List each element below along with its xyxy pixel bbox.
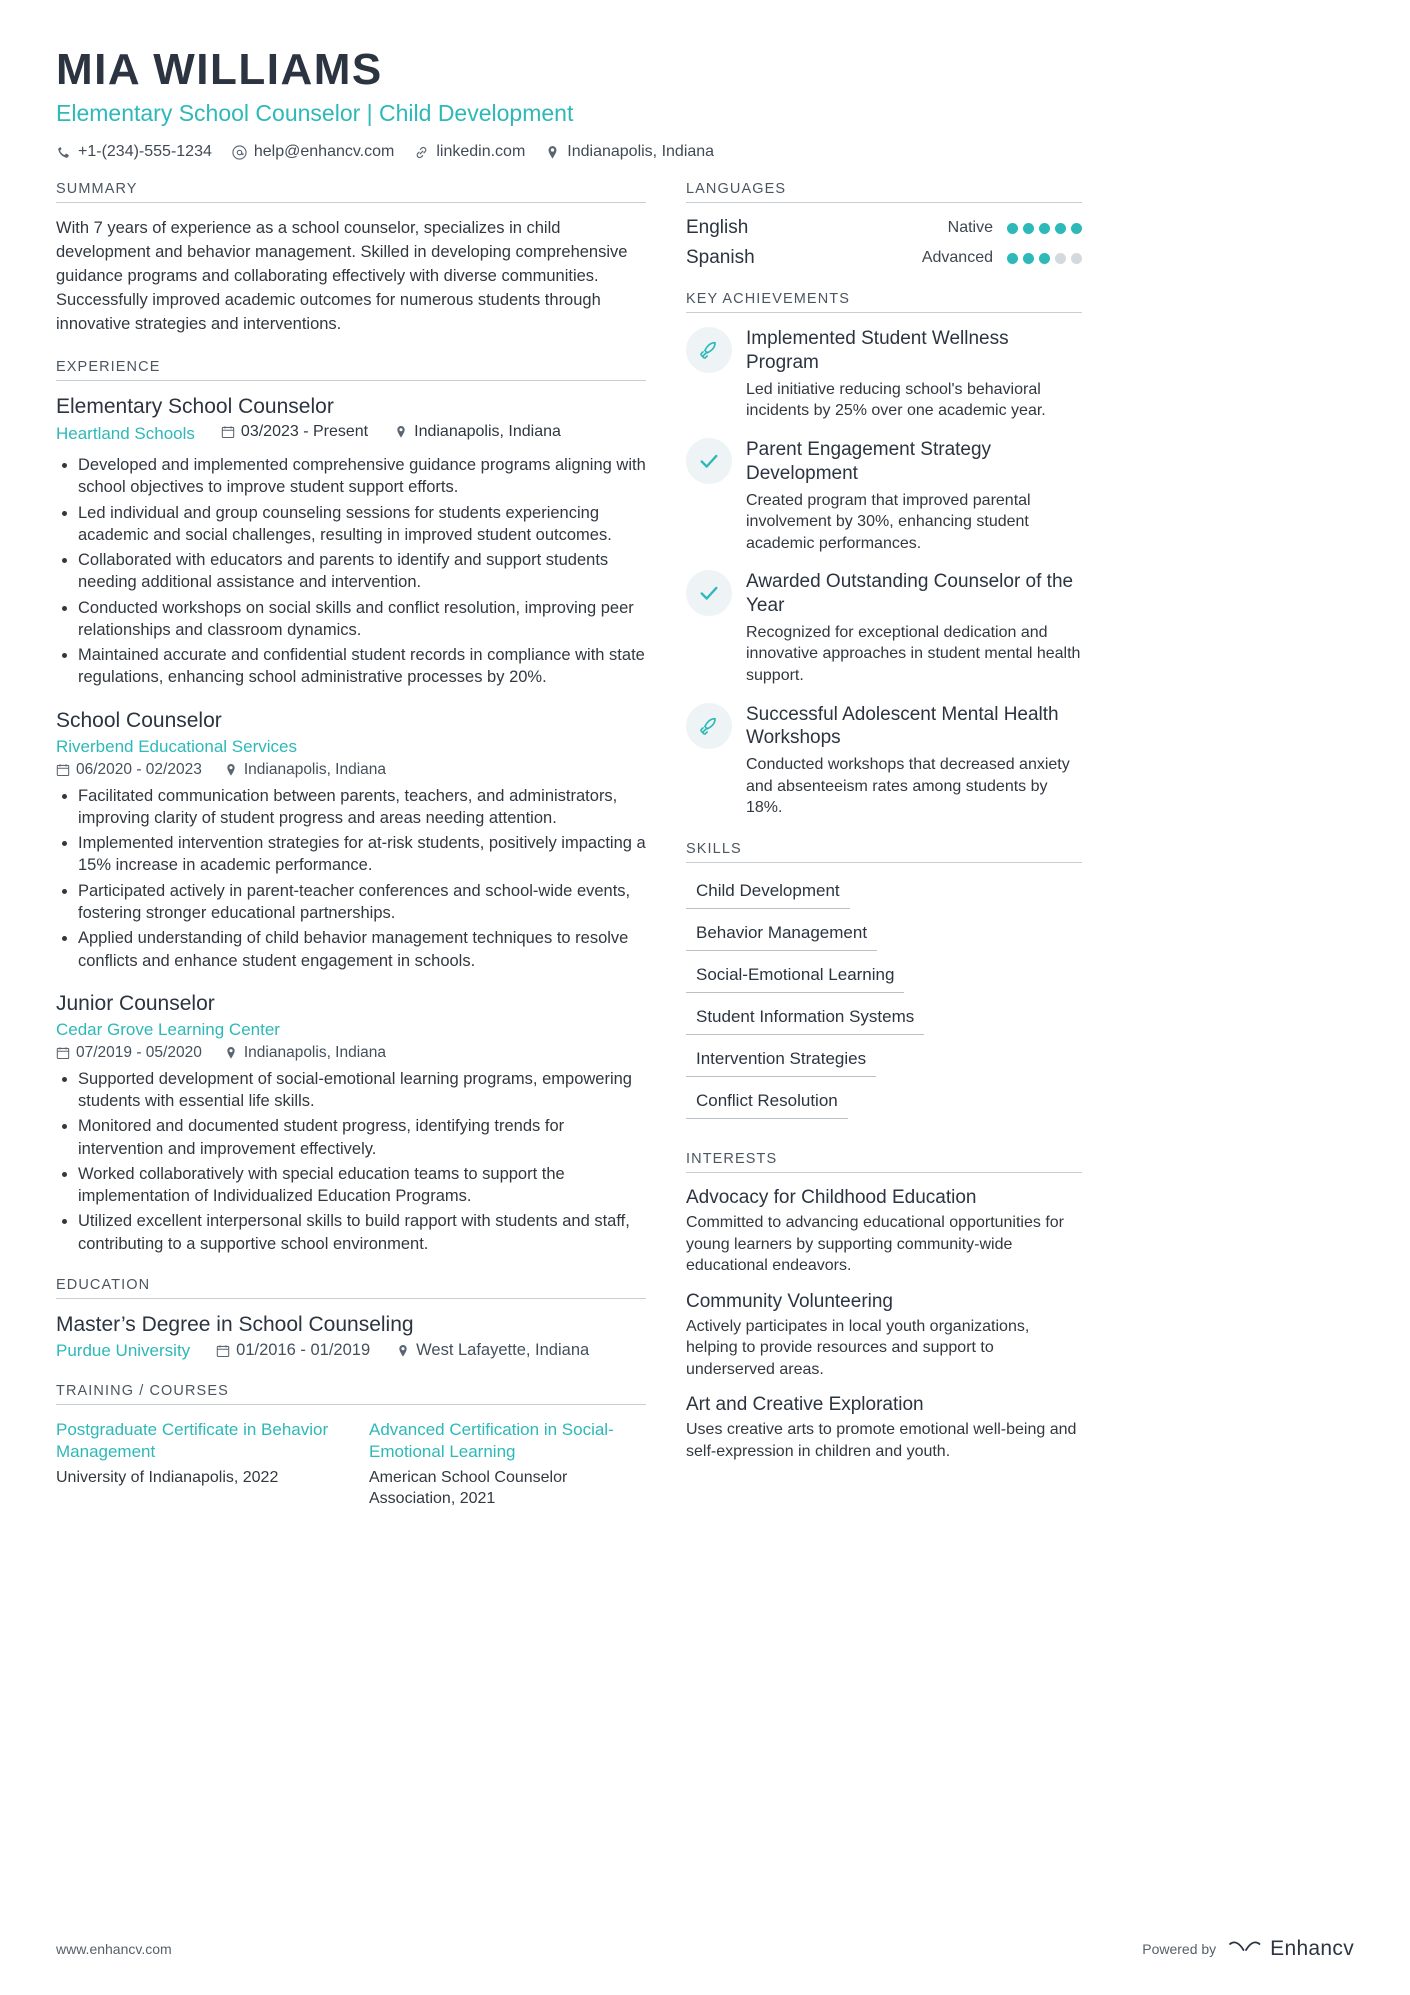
contact-phone: [56, 143, 212, 161]
job-location: [224, 761, 386, 779]
achievement-title: Implemented Student Wellness Program: [746, 328, 1009, 374]
contact-email-text: help@enhancv.com: [253, 143, 395, 161]
page-title: MIA WILLIAMS: [56, 45, 383, 94]
job-headline: Elementary School Counselor | Child Development: [56, 100, 574, 127]
achievement-item: [686, 570, 1082, 686]
left-column: [56, 181, 646, 1531]
education-school: Purdue University: [56, 1340, 191, 1360]
education-section: [56, 1277, 646, 1361]
summary-section-title: SUMMARY: [56, 181, 646, 203]
job-company: Heartland Schools: [56, 424, 195, 443]
rating-dot: [1039, 223, 1050, 234]
achievement-title: Parent Engagement Strategy Development: [746, 439, 992, 484]
job-bullet: • Implemented intervention strategies for at-risk students, positively impacting a 15% increase in academic performance.: [78, 832, 646, 877]
achievement-title: Awarded Outstanding Counselor of the Year: [746, 571, 1074, 617]
job-title: Elementary School Counselor: [56, 395, 334, 418]
achievement-body: [746, 703, 1082, 819]
education-location-text: West Lafayette, Indiana: [416, 1341, 590, 1360]
enhancv-logo: [1228, 1937, 1354, 1961]
education-section-title: EDUCATION: [56, 1277, 646, 1299]
job-company-row: [56, 423, 646, 448]
job-location: [224, 1044, 386, 1062]
language-level-group: [948, 219, 1082, 237]
job-location-text: Indianapolis, Indiana: [243, 1043, 387, 1061]
rating-dot: [1023, 253, 1034, 264]
calendar-icon: [216, 1344, 230, 1358]
summary-text: With 7 years of experience as a school counselor, specializes in child development and behavior management. Skilled in developing comprehensive guidance programs and collaborating effectively with diverse communities. Successfully improved academic outcomes for numerous students through innovative strategies and interventions.: [56, 219, 628, 334]
interest-title: Art and Creative Exploration: [686, 1394, 924, 1416]
achievements-section: [686, 291, 1082, 819]
job-dates-text: 06/2020 - 02/2023: [76, 760, 202, 778]
training-name: Postgraduate Certificate in Behavior Management: [56, 1419, 329, 1461]
contact-phone-text: +1-(234)-555-1234: [78, 143, 212, 161]
training-org: American School Counselor Association, 2021: [369, 1469, 568, 1507]
achievement-item: [686, 327, 1082, 422]
interest-item: [686, 1187, 1082, 1277]
education-dates: [216, 1341, 370, 1360]
achievement-desc: Conducted workshops that decreased anxiety and absenteeism rates among students by 18%.: [746, 756, 1070, 817]
language-name: English: [686, 217, 749, 239]
contact-row: [56, 143, 1354, 161]
footer-powered-by: Powered by: [1142, 1941, 1217, 1957]
interests-section: [686, 1151, 1082, 1463]
interest-desc: Uses creative arts to promote emotional well-being and self-expression in children and youth.: [686, 1421, 1077, 1461]
location-icon: [224, 763, 238, 777]
contact-location: [545, 143, 714, 161]
experience-item: [56, 709, 646, 972]
job-company: Riverbend Educational Services: [56, 736, 297, 756]
training-section: [56, 1383, 646, 1510]
enhancv-wordmark: Enhancv: [1270, 1937, 1354, 1960]
job-bullet: • Supported development of social-emotional learning programs, empowering students with essential life skills.: [78, 1068, 646, 1113]
language-item: [686, 247, 1082, 269]
training-item: [369, 1419, 646, 1510]
page-footer: [56, 1937, 1354, 1961]
job-location: [394, 423, 561, 441]
footer-brand-group: [1142, 1937, 1354, 1961]
footer-website[interactable]: www.enhancv.com: [56, 1941, 172, 1957]
education-location: [396, 1341, 589, 1360]
job-bullet: • Developed and implemented comprehensive guidance programs aligning with school objectives to improve student support efforts.: [78, 454, 646, 499]
location-icon: [545, 145, 560, 160]
rating-dot: [1007, 223, 1018, 234]
contact-link-text: linkedin.com: [436, 143, 526, 161]
skill-chip: Child Development: [686, 877, 850, 909]
skill-chip: Intervention Strategies: [686, 1045, 876, 1077]
interest-item: [686, 1291, 1082, 1381]
job-meta: [56, 761, 646, 779]
job-dates-text: 07/2019 - 05/2020: [76, 1043, 202, 1061]
calendar-icon: [221, 425, 235, 439]
training-name: Advanced Certification in Social-Emotional Learning: [369, 1419, 614, 1461]
job-bullet: • Collaborated with educators and parents to identify and support students needing additional assistance and intervention.: [78, 549, 646, 594]
rating-dot: [1055, 253, 1066, 264]
email-icon: [232, 145, 247, 160]
education-dates-text: 01/2016 - 01/2019: [236, 1341, 371, 1360]
job-bullet: • Utilized excellent interpersonal skills to build rapport with students and staff, contributing to a supportive school environment.: [78, 1210, 646, 1255]
experience-item: [56, 992, 646, 1255]
language-level: Native: [947, 219, 993, 237]
language-name: Spanish: [686, 247, 755, 269]
education-meta: [56, 1341, 646, 1361]
language-rating: [1007, 223, 1082, 234]
phone-icon: [56, 145, 71, 160]
job-meta: [56, 1044, 646, 1062]
interest-title: Advocacy for Childhood Education: [686, 1186, 977, 1208]
rating-dot: [1023, 223, 1034, 234]
skills-list: [686, 877, 1082, 1129]
job-title: Junior Counselor: [56, 991, 215, 1015]
achievement-desc: Created program that improved parental involvement by 30%, enhancing student academic performances.: [746, 491, 1031, 552]
interests-section-title: INTERESTS: [686, 1151, 1082, 1173]
experience-section: [56, 359, 646, 1255]
contact-email: [232, 143, 394, 161]
check-icon: [686, 438, 732, 484]
job-bullets: [56, 1068, 646, 1255]
location-icon: [394, 425, 408, 439]
skill-chip: Behavior Management: [686, 919, 877, 951]
job-bullet: • Participated actively in parent-teacher conferences and school-wide events, fostering stronger educational partnerships.: [78, 880, 646, 925]
languages-section-title: LANGUAGES: [686, 181, 1082, 203]
achievement-body: [746, 570, 1082, 686]
training-org: University of Indianapolis, 2022: [56, 1469, 279, 1487]
language-item: [686, 217, 1082, 239]
language-level: Advanced: [921, 249, 993, 267]
job-location-text: Indianapolis, Indiana: [414, 423, 561, 440]
rocket-icon: [686, 327, 732, 373]
enhancv-mark-icon: [1228, 1939, 1262, 1959]
training-list: [56, 1419, 646, 1510]
training-item: [56, 1419, 333, 1510]
job-location-text: Indianapolis, Indiana: [243, 760, 387, 778]
job-bullet: • Worked collaboratively with special education teams to support the implementation of Individualized Education Programs.: [78, 1163, 646, 1208]
achievement-body: [746, 327, 1082, 422]
skill-chip: Social-Emotional Learning: [686, 961, 904, 993]
job-bullets: [56, 785, 646, 972]
interest-desc: Actively participates in local youth organizations, helping to provide resources and support to underserved areas.: [686, 1317, 1030, 1378]
skill-chip: Student Information Systems: [686, 1003, 924, 1035]
rating-dot: [1055, 223, 1066, 234]
job-dates: [56, 1044, 202, 1062]
interest-desc: Committed to advancing educational opportunities for young learners by supporting community-wide educational endeavors.: [686, 1213, 1064, 1275]
rating-dot: [1007, 253, 1018, 264]
skills-section-title: SKILLS: [686, 841, 1082, 863]
job-dates: [221, 423, 368, 441]
contact-link: [414, 143, 525, 161]
achievement-title: Successful Adolescent Mental Health Workshops: [746, 703, 1059, 749]
calendar-icon: [56, 1046, 70, 1060]
training-section-title: TRAINING / COURSES: [56, 1383, 646, 1405]
job-bullet: • Maintained accurate and confidential student records in compliance with state regulations, enhancing school administrative processes by 20%.: [78, 644, 646, 689]
resume-header: [56, 46, 1354, 161]
job-dates: [56, 761, 202, 779]
job-bullet: • Led individual and group counseling sessions for students experiencing academic and social challenges, resulting in improved student outcomes.: [78, 502, 646, 547]
education-degree: Master’s Degree in School Counseling: [56, 1312, 414, 1336]
interest-item: [686, 1394, 1082, 1462]
job-bullet: • Monitored and documented student progress, identifying trends for intervention and improvement effectively.: [78, 1115, 646, 1160]
languages-section: [686, 181, 1082, 269]
experience-item: [56, 395, 646, 689]
location-icon: [224, 1046, 238, 1060]
job-bullet: • Conducted workshops on social skills and conflict resolution, improving peer relationships and classroom dynamics.: [78, 597, 646, 642]
interest-title: Community Volunteering: [686, 1290, 893, 1312]
job-company: Cedar Grove Learning Center: [56, 1019, 280, 1039]
check-icon: [686, 570, 732, 616]
job-bullet: • Applied understanding of child behavior management techniques to resolve conflicts and enhance student engagement in schools.: [78, 927, 646, 972]
experience-section-title: EXPERIENCE: [56, 359, 646, 381]
job-title: School Counselor: [56, 708, 222, 732]
achievement-body: [746, 438, 1082, 554]
job-bullet: • Facilitated communication between parents, teachers, and administrators, improving clarity of student progress and areas needing attention.: [78, 785, 646, 830]
language-level-group: [922, 249, 1082, 267]
link-icon: [414, 145, 429, 160]
achievement-desc: Recognized for exceptional dedication and innovative approaches in student mental health support.: [746, 623, 1081, 685]
calendar-icon: [56, 763, 70, 777]
skill-chip: Conflict Resolution: [686, 1087, 848, 1119]
job-bullets: [56, 454, 646, 689]
language-rating: [1007, 253, 1082, 264]
achievement-item: [686, 438, 1082, 554]
rating-dot: [1071, 253, 1082, 264]
right-column: [686, 181, 1082, 1484]
summary-section: [56, 181, 646, 337]
achievements-section-title: KEY ACHIEVEMENTS: [686, 291, 1082, 313]
rating-dot: [1039, 253, 1050, 264]
achievement-desc: Led initiative reducing school's behavioral incidents by 25% over one academic year.: [746, 380, 1046, 420]
achievement-item: [686, 703, 1082, 819]
rocket-icon: [686, 703, 732, 749]
rating-dot: [1071, 223, 1082, 234]
job-dates-text: 03/2023 - Present: [240, 423, 369, 440]
location-icon: [396, 1344, 410, 1358]
skills-section: [686, 841, 1082, 1129]
contact-location-text: Indianapolis, Indiana: [567, 143, 715, 161]
